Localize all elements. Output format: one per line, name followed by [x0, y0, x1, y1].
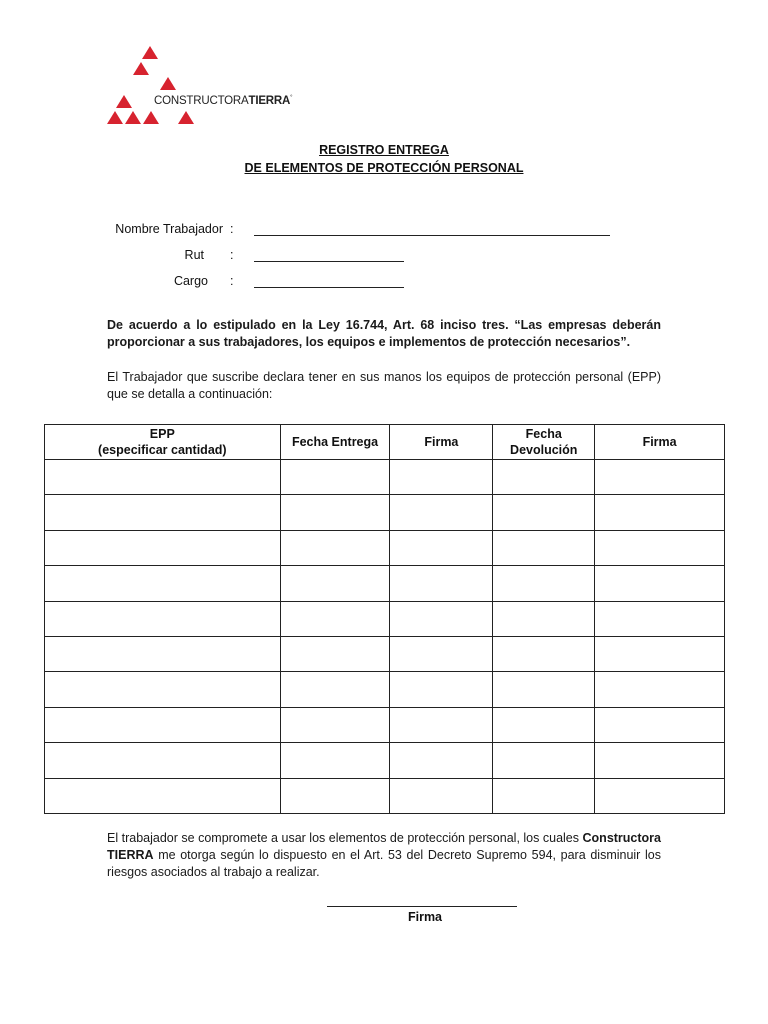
table-cell[interactable]: [493, 566, 595, 601]
signature-line[interactable]: [327, 906, 517, 907]
table-cell[interactable]: [280, 778, 390, 813]
table-row: [45, 636, 725, 671]
table-cell[interactable]: [280, 743, 390, 778]
table-cell[interactable]: [493, 495, 595, 530]
table-cell[interactable]: [390, 672, 493, 707]
field-colon-cargo: :: [230, 274, 234, 288]
legal-paragraph: De acuerdo a lo estipulado en la Ley 16.744, Art. 68 inciso tres. “Las empresas deberán proporcionar a sus trabajadores, los equipos e implementos de protección necesarios”.: [107, 318, 661, 349]
company-name: Constructora TIERRA: [107, 831, 661, 862]
table-cell[interactable]: [493, 778, 595, 813]
table-cell[interactable]: [45, 601, 281, 636]
table-cell[interactable]: [45, 636, 281, 671]
table-body: [45, 460, 725, 814]
table-cell[interactable]: [390, 778, 493, 813]
table-cell[interactable]: [280, 672, 390, 707]
table-row: [45, 530, 725, 565]
table-cell[interactable]: [595, 707, 725, 742]
table-cell[interactable]: [390, 566, 493, 601]
table-cell[interactable]: [595, 530, 725, 565]
table-cell[interactable]: [493, 743, 595, 778]
declaration-paragraph: El Trabajador que suscribe declara tener en sus manos los equipos de protección personal (EPP) que se detalla a continuación:: [107, 370, 661, 401]
table-row: [45, 601, 725, 636]
logo-triangles: [107, 46, 194, 124]
table-cell[interactable]: [595, 743, 725, 778]
field-label-nombre: Nombre Trabajador: [115, 222, 223, 236]
table-cell[interactable]: [595, 495, 725, 530]
commitment-paragraph: El trabajador se compromete a usar los elementos de protección personal, los cuales Constructora TIERRA me otorga según lo dispuesto en el Art. 53 del Decreto Supremo 594, para disminuir los riesgos asociados al trabajo a realizar.: [107, 831, 661, 879]
table-cell[interactable]: [390, 530, 493, 565]
table-row: [45, 566, 725, 601]
table-row: [45, 778, 725, 813]
table-cell[interactable]: [280, 707, 390, 742]
table-row: [45, 460, 725, 495]
table-header-row: [45, 425, 725, 460]
table-cell[interactable]: [280, 460, 390, 495]
table-cell[interactable]: [493, 460, 595, 495]
table-cell[interactable]: [493, 707, 595, 742]
table-row: [45, 743, 725, 778]
header-fecha-entrega: Fecha Entrega: [280, 425, 390, 460]
table-cell[interactable]: [45, 460, 281, 495]
table-cell[interactable]: [595, 778, 725, 813]
table-cell[interactable]: [493, 530, 595, 565]
company-logo: [104, 44, 274, 128]
logo-wordmark: CONSTRUCTORATIERRA°: [154, 95, 293, 107]
table-row: [45, 707, 725, 742]
table-cell[interactable]: [493, 601, 595, 636]
signature-label: Firma: [407, 910, 443, 924]
table-cell[interactable]: [390, 460, 493, 495]
table-cell[interactable]: [280, 530, 390, 565]
table-cell[interactable]: [390, 707, 493, 742]
table-cell[interactable]: [280, 495, 390, 530]
table-cell[interactable]: [280, 636, 390, 671]
table-cell[interactable]: [390, 495, 493, 530]
document-title-line2: DE ELEMENTOS DE PROTECCIÓN PERSONAL: [244, 161, 524, 175]
field-line-nombre[interactable]: [254, 235, 610, 236]
field-colon-nombre: :: [230, 222, 234, 236]
table-cell[interactable]: [595, 672, 725, 707]
table-cell[interactable]: [493, 636, 595, 671]
table-cell[interactable]: [45, 743, 281, 778]
field-label-rut: Rut: [184, 248, 204, 262]
header-firma: Firma: [390, 425, 493, 460]
field-colon-rut: :: [230, 248, 234, 262]
table-cell[interactable]: [45, 778, 281, 813]
table-cell[interactable]: [45, 707, 281, 742]
table-cell[interactable]: [280, 566, 390, 601]
field-line-rut[interactable]: [254, 261, 404, 262]
table-cell[interactable]: [45, 672, 281, 707]
table-cell[interactable]: [390, 636, 493, 671]
table-cell[interactable]: [595, 566, 725, 601]
document-title-line1: REGISTRO ENTREGA: [319, 143, 449, 157]
table-cell[interactable]: [390, 601, 493, 636]
table-row: [45, 672, 725, 707]
header-fecha-devolucion: Fecha Devolución: [493, 425, 595, 460]
table-cell[interactable]: [493, 672, 595, 707]
table-cell[interactable]: [595, 601, 725, 636]
table-row: [45, 495, 725, 530]
field-line-cargo[interactable]: [254, 287, 404, 288]
header-firma-devolucion: Firma: [595, 425, 725, 460]
table-cell[interactable]: [595, 460, 725, 495]
table-cell[interactable]: [45, 566, 281, 601]
table-cell[interactable]: [45, 530, 281, 565]
table-cell[interactable]: [390, 743, 493, 778]
table-cell[interactable]: [45, 495, 281, 530]
epp-table: [44, 424, 725, 814]
table-cell[interactable]: [280, 601, 390, 636]
table-cell[interactable]: [595, 636, 725, 671]
header-epp: EPP (especificar cantidad): [45, 425, 281, 460]
field-label-cargo: Cargo: [173, 274, 208, 288]
